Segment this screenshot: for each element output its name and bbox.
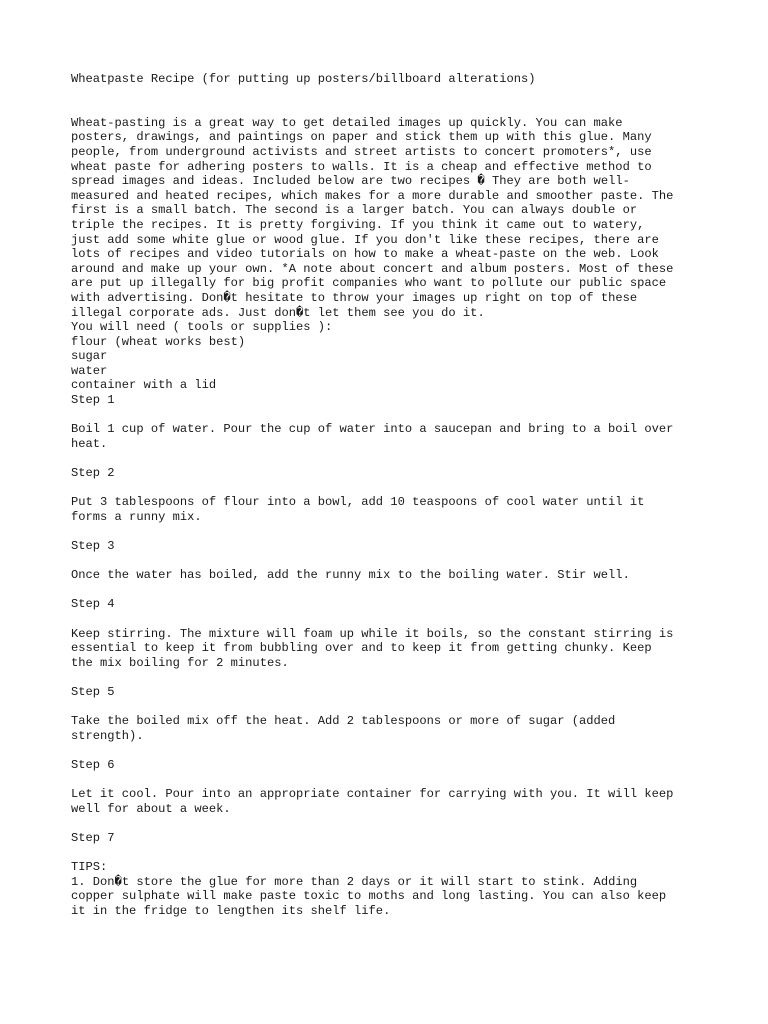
intro-line: just add some white glue or wood glue. If you don't like these recipes, there are [71, 232, 659, 247]
tips-heading: TIPS: [71, 860, 108, 875]
supply-item: water [71, 363, 108, 378]
supplies-list [71, 335, 711, 393]
intro-line: measured and heated recipes, which makes for a more durable and smoother paste. The [71, 188, 674, 203]
supply-item: sugar [71, 349, 108, 364]
step-3 [71, 539, 711, 597]
step-5 [71, 685, 711, 758]
step-7 [71, 831, 711, 860]
step-label: Step 3 [71, 539, 115, 553]
supply-item: container with a lid [71, 378, 217, 393]
step-text-line: Let it cool. Pour into an appropriate container for carrying with you. It will keep [71, 787, 674, 802]
step-text-line: forms a runny mix. [71, 509, 202, 524]
intro-line: first is a small batch. The second is a larger batch. You can always double or [71, 203, 638, 218]
step-text-line: heat. [71, 436, 108, 451]
intro-line: lots of recipes and video tutorials on how to make a wheat-paste on the web. Look [71, 247, 659, 262]
document-title: Wheatpaste Recipe (for putting up posters/billboard alterations) [71, 72, 536, 86]
step-text-line: Put 3 tablespoons of flour into a bowl, add 10 teaspoons of cool water until it [71, 495, 645, 510]
intro-line: around and make up your own. *A note about concert and album posters. Most of these [71, 261, 674, 276]
intro-line: spread images and ideas. Included below are two recipes � They are both well- [71, 174, 630, 189]
step-text-line: Keep stirring. The mixture will foam up while it boils, so the constant stirring is [71, 626, 674, 641]
step-label: Step 6 [71, 757, 115, 772]
step-2 [71, 466, 711, 539]
step-label: Step 2 [71, 466, 115, 481]
step-text-line: Take the boiled mix off the heat. Add 2 tablespoons or more of sugar (added [71, 714, 616, 729]
step-label: Step 5 [71, 684, 115, 699]
intro-line: illegal corporate ads. Just don�t let them see you do it. [71, 305, 485, 320]
step-text-line: essential to keep it from bubbling over and to keep it from getting chunky. Keep [71, 641, 652, 656]
step-label: Step 4 [71, 597, 115, 612]
supply-item: flour (wheat works best) [71, 334, 246, 349]
step-text-line: Boil 1 cup of water. Pour the cup of water into a saucepan and bring to a boil over [71, 422, 674, 437]
step-label: Step 7 [71, 830, 115, 845]
step-4 [71, 597, 711, 685]
intro-line: wheat paste for adhering posters to walls. It is a cheap and effective method to [71, 159, 652, 174]
intro-paragraph [71, 116, 711, 320]
step-text-line: well for about a week. [71, 801, 231, 816]
step-text-line: strength). [71, 728, 144, 743]
intro-line: people, from underground activists and street artists to concert promoters*, use [71, 144, 652, 159]
intro-line: with advertising. Don�t hesitate to throw your images up right on top of these [71, 290, 638, 305]
step-text-line: the mix boiling for 2 minutes. [71, 655, 289, 670]
document-page [71, 72, 711, 918]
tips-line: 1. Don�t store the glue for more than 2 days or it will start to stink. Adding [71, 874, 638, 889]
intro-line: are put up illegally for big profit companies who want to pollute our public space [71, 276, 667, 291]
tips-line: copper sulphate will make paste toxic to moths and long lasting. You can also keep [71, 889, 667, 904]
intro-line: Wheat-pasting is a great way to get detailed images up quickly. You can make [71, 115, 623, 130]
intro-line: triple the recipes. It is pretty forgiving. If you think it came out to watery, [71, 217, 645, 232]
step-6 [71, 758, 711, 831]
supplies-heading: You will need ( tools or supplies ): [71, 320, 333, 335]
tips-line: it in the fridge to lengthen its shelf life. [71, 903, 391, 918]
tips-section [71, 860, 711, 918]
step-1 [71, 393, 711, 466]
step-label: Step 1 [71, 393, 115, 408]
intro-line: posters, drawings, and paintings on paper and stick them up with this glue. Many [71, 130, 652, 145]
step-text-line: Once the water has boiled, add the runny mix to the boiling water. Stir well. [71, 568, 630, 583]
